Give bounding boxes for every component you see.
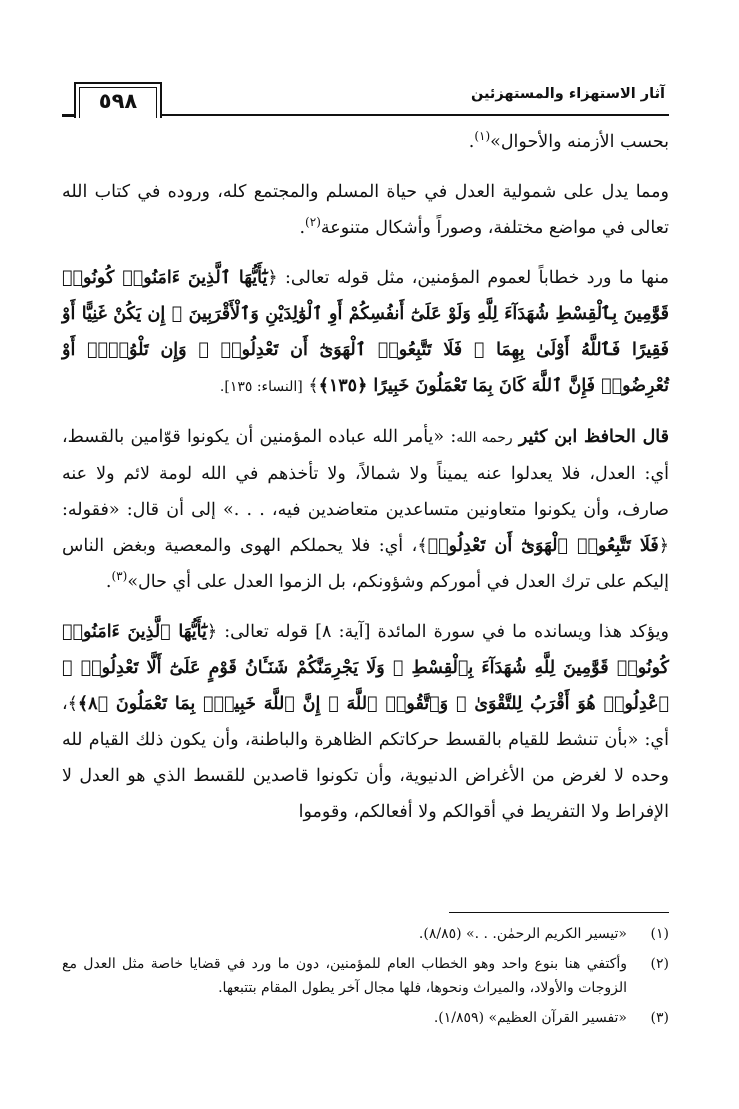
paragraph-intro: ويؤكد هذا ويسانده ما في سورة المائدة [آية: ٨] قوله تعالى: ﴿ xyxy=(206,622,669,642)
footnotes xyxy=(62,922,669,1036)
page-header xyxy=(62,72,669,116)
page-body xyxy=(62,124,669,844)
running-title: آثار الاستهزاء والمستهزئين xyxy=(470,86,665,102)
footnote-1 xyxy=(62,922,669,946)
quote-text-1: : «يأمر الله عباده المؤمنين أن يكونوا قوّامين بالقسط، أي: العدل، فلا يعدلوا عنه يميناً ولا شمالاً، ولا تأخذهم في الله لومة لائم ولا عنه صارف، وأن يكونوا متعاونين متساعدين متعاضدين فيه، . . .» إلى أن قال: «فقوله: ﴿ xyxy=(62,427,669,556)
footnote-text: «تيسير الكريم الرحمٰن. . .» (٨/٨٥). xyxy=(418,926,627,942)
paragraph-text: أي: «بأن تنشط للقيام بالقسط حركاتكم الظاهرة والباطنة، وأن يكون ذلك القيام لله وحده لا لغرض من الأغراض الدنيوية، وأن تكونوا قاصدين للقسط الذي هو العدل لا الإفراط ولا التفريط في أقوالكم ولا أفعالكم، وقوموا xyxy=(62,730,669,822)
footnote-separator xyxy=(449,912,669,913)
scholar-name: قال الحافظ ابن كثير xyxy=(518,427,669,447)
quran-close-bracket: ﴾، xyxy=(62,694,78,714)
quran-close-bracket: ﴾ xyxy=(308,376,319,396)
header-tick xyxy=(62,114,74,117)
footnote-number: (٢) xyxy=(650,956,669,972)
paragraph-2 xyxy=(62,174,669,246)
page-number: ٥٩٨ xyxy=(74,82,162,118)
verse-reference: [النساء: ١٣٥]. xyxy=(219,379,303,395)
footnote-text: «تفسير القرآن العظيم» (١/٨٥٩). xyxy=(433,1010,627,1026)
paragraph-end: . xyxy=(468,132,475,152)
footnote-text: وأكتفي هنا بنوع واحد وهو الخطاب العام للمؤمنين، دون ما ورد في قضايا خاصة مثل العدل مع الزوجات والأولاد، والميراث ونحوها، فلها مجال آخر يطول المقام بتتبعها. xyxy=(62,956,627,996)
paragraph-text: بحسب الأزمنه والأحوال» xyxy=(490,132,669,152)
paragraph-end: . xyxy=(105,572,112,592)
footnote-number: (٣) xyxy=(650,1010,669,1026)
footnote-3 xyxy=(62,1006,669,1030)
footnote-2 xyxy=(62,952,669,1000)
paragraph-1 xyxy=(62,124,669,160)
quote-text-2: ﴾، أي: فلا يحملكم الهوى والمعصية وبغض الناس إليكم على ترك العدل في أموركم وشؤونكم، بل الزموا العدل على أي حال» xyxy=(62,536,669,592)
paragraph-intro: منها ما ورد خطاباً لعموم المؤمنين، مثل قوله تعالى: ﴿ xyxy=(267,268,669,288)
quran-verse: يَٰٓأَيُّهَا ٱلَّذِينَ ءَامَنُوا۟ كُونُوا۟ قَوَّٰمِينَ بِٱلْقِسْطِ شُهَدَآءَ لِلَّهِ وَلَوْ عَلَىٰٓ أَنفُسِكُمْ أَوِ ٱلْوَٰلِدَيْنِ وَٱلْأَقْرَبِينَ ۚ إِن يَكُنْ غَنِيًّا أَوْ فَقِيرًا فَٱللَّهُ أَوْلَىٰ بِهِمَا ۖ فَلَا تَتَّبِعُوا۟ ٱلْهَوَىٰٓ أَن تَعْدِلُوا۟ ۚ وَإِن تَلْوُۥٓا۟ أَوْ تُعْرِضُوا۟ فَإِنَّ ٱللَّهَ كَانَ بِمَا تَعْمَلُونَ خَبِيرًا ﴿١٣٥﴾ xyxy=(62,268,669,396)
paragraph-5 xyxy=(62,614,669,830)
paragraph-end: . xyxy=(299,218,306,238)
paragraph-4 xyxy=(62,419,669,600)
footnote-marker-1[interactable]: (١) xyxy=(474,129,491,144)
honorific: رحمه الله xyxy=(456,430,513,446)
paragraph-text: ومما يدل على شمولية العدل في حياة المسلم والمجتمع كله، وروده في كتاب الله تعالى في مواضع مختلفة، وصوراً وأشكال متنوعة xyxy=(62,182,669,238)
footnote-marker-3[interactable]: (٣) xyxy=(111,569,128,584)
header-rule xyxy=(74,114,669,116)
quran-verse: فَلَا تَتَّبِعُوا۟ ٱلْهَوَىٰٓ أَن تَعْدِلُوا۟ xyxy=(427,536,659,556)
quran-verse: يَٰٓأَيُّهَا ٱلَّذِينَ ءَامَنُوا۟ كُونُوا۟ قَوَّٰمِينَ لِلَّهِ شُهَدَآءَ بِٱلْقِسْطِ ۖ وَلَا يَجْرِمَنَّكُمْ شَنَـَٔانُ قَوْمٍ عَلَىٰٓ أَلَّا تَعْدِلُوا۟ ۚ ٱعْدِلُوا۟ هُوَ أَقْرَبُ لِلتَّقْوَىٰ ۖ وَٱتَّقُوا۟ ٱللَّهَ ۚ إِنَّ ٱللَّهَ خَبِيرٌۢ بِمَا تَعْمَلُونَ ﴿٨﴾ xyxy=(62,622,669,714)
footnote-number: (١) xyxy=(650,926,669,942)
paragraph-3 xyxy=(62,260,669,405)
footnote-marker-2[interactable]: (٢) xyxy=(305,215,321,230)
